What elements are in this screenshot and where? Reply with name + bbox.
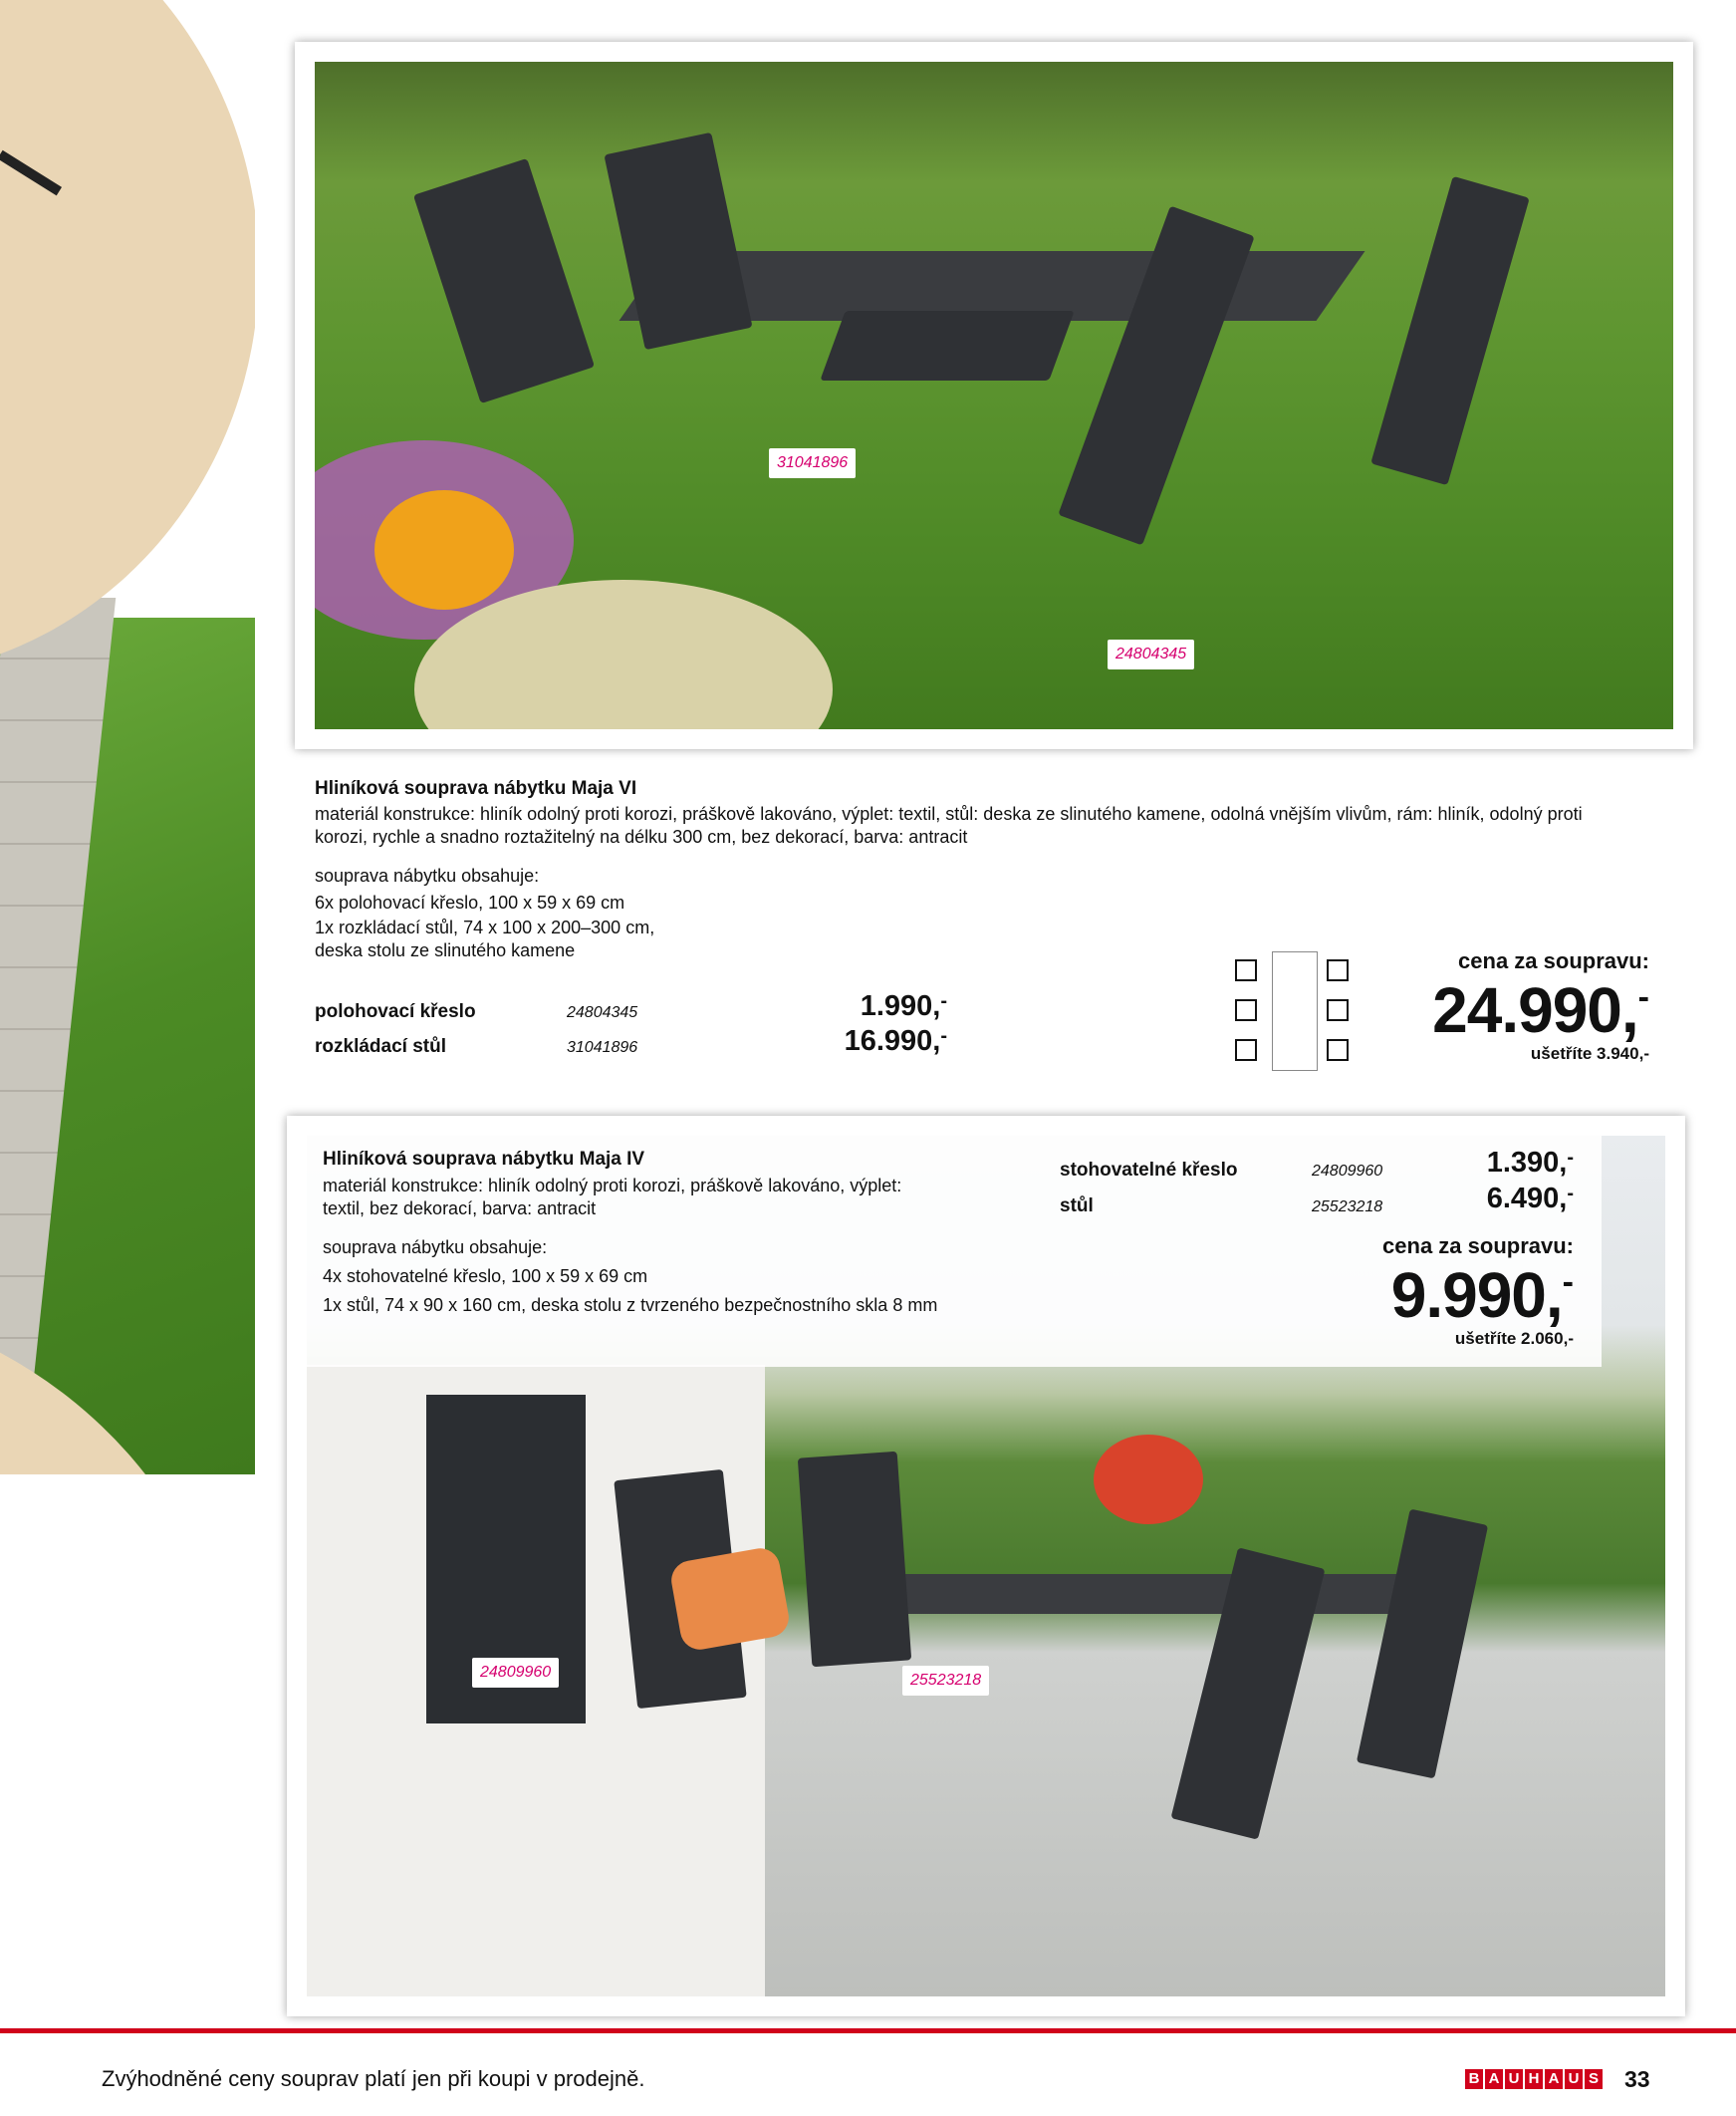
set2-item-code: 25523218 — [1312, 1198, 1383, 1215]
chair-image — [1370, 176, 1530, 485]
set2-item-code: 24809960 — [1312, 1163, 1383, 1180]
set2-set-price-label: cena za soupravu: — [1382, 1233, 1574, 1258]
bauhaus-logo: B A U H A U S — [1465, 2069, 1603, 2089]
set1-contents-item: 6x polohovací křeslo, 100 x 59 x 69 cm — [315, 893, 625, 913]
set2-description: materiál konstrukce: hliník odolný proti korozi, práškově lakováno, výplet: textil, bez dekorací, barva: antracit — [323, 1176, 902, 1218]
set1-item-code: 31041896 — [567, 1039, 638, 1056]
flowers-image — [1094, 1435, 1203, 1524]
set1-title: Hliníková souprava nábytku Maja VI — [315, 778, 637, 799]
photo-maja-vi — [315, 62, 1673, 729]
set1-description: materiál konstrukce: hliník odolný proti korozi, práškově lakováno, výplet: textil, stůl: deska ze slinutého kamene, odolná vnějším vlivům, rám: hliník, odolný proti korozi, rychle a snadno roztažitelný na délku 300 cm, bez dekorací, barva: antracit — [315, 804, 1583, 847]
set2-item-price: 6.490,- — [1486, 1183, 1574, 1214]
set1-contents-item: 1x rozkládací stůl, 74 x 100 x 200–300 cm, — [315, 918, 655, 937]
set1-item-price: 16.990,- — [844, 1025, 947, 1057]
set2-set-price-block — [1382, 1233, 1574, 1349]
set2-contents-label: souprava nábytku obsahuje: — [323, 1237, 548, 1257]
beige-circle-decoration — [0, 0, 255, 677]
set1-info — [315, 778, 1649, 962]
product-code-tag: 24804345 — [1108, 640, 1194, 669]
product-code-tag: 24809960 — [472, 1658, 559, 1688]
set1-set-price-label: cena za soupravu: — [1458, 948, 1649, 973]
page-number: 33 — [1624, 2066, 1650, 2092]
set2-set-price: 9.990,- — [1390, 1259, 1574, 1331]
table-seating-diagram-icon — [1235, 951, 1355, 1071]
set1-contents-item: deska stolu ze slinutého kamene — [315, 940, 576, 960]
set1-item-name: rozkládací stůl — [315, 1036, 446, 1057]
set2-item-name: stohovatelné křeslo — [1060, 1160, 1238, 1181]
set1-item-name: polohovací křeslo — [315, 1001, 476, 1022]
chair-image — [798, 1452, 911, 1667]
lily-image — [374, 490, 514, 610]
chair-image — [1357, 1509, 1488, 1779]
chair-image — [413, 158, 595, 403]
set2-info — [323, 1149, 1040, 1317]
footer-divider — [0, 2028, 1736, 2033]
table-outline — [1272, 951, 1318, 1071]
set1-contents-label: souprava nábytku obsahuje: — [315, 866, 540, 886]
set1-item-code: 24804345 — [567, 1004, 638, 1021]
set2-savings: ušetříte 2.060,- — [1454, 1329, 1574, 1348]
photo-frame-maja-vi — [295, 42, 1693, 749]
footer-note: Zvýhodněné ceny souprav platí jen při koupi v prodejně. — [102, 2066, 645, 2091]
set2-item-name: stůl — [1060, 1195, 1094, 1216]
product-code-tag: 31041896 — [769, 448, 856, 478]
chair-image — [820, 311, 1074, 381]
set1-set-price-block — [1432, 948, 1649, 1064]
set2-contents-item: 4x stohovatelné křeslo, 100 x 59 x 69 cm — [323, 1266, 648, 1286]
set1-item-price: 1.990,- — [860, 990, 947, 1022]
left-background-photo — [0, 0, 255, 1474]
table-image — [838, 1574, 1450, 1614]
set1-savings: ušetříte 3.940,- — [1530, 1044, 1649, 1063]
set2-title: Hliníková souprava nábytku Maja IV — [323, 1149, 645, 1170]
set1-set-price: 24.990,- — [1432, 974, 1649, 1046]
cushion-image — [668, 1545, 792, 1653]
product-code-tag: 25523218 — [902, 1666, 989, 1696]
set2-contents-item: 1x stůl, 74 x 90 x 160 cm, deska stolu z tvrzeného bezpečnostního skla 8 mm — [323, 1295, 938, 1315]
set2-item-price: 1.390,- — [1486, 1147, 1574, 1179]
